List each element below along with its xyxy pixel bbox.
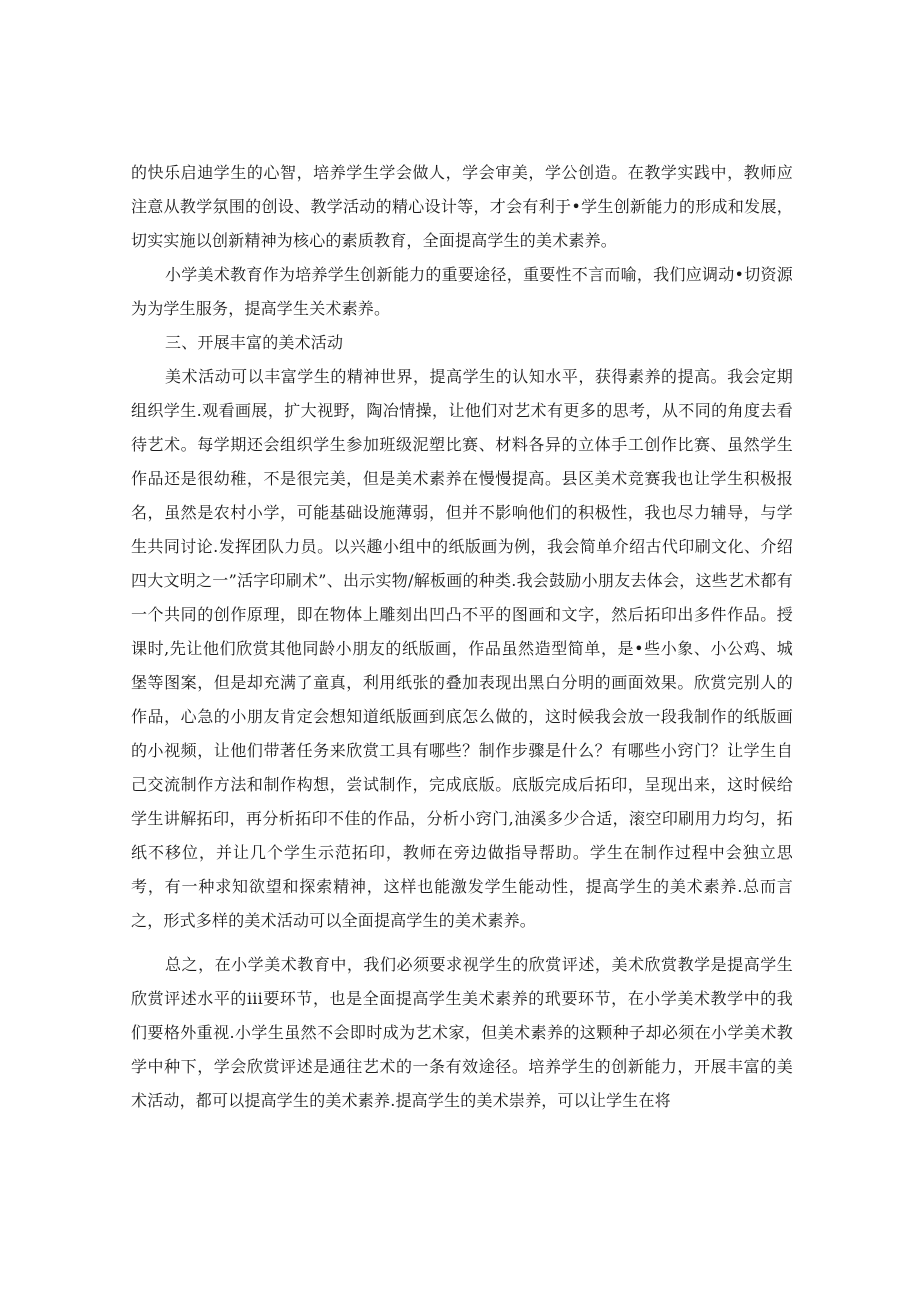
document-body bbox=[131, 156, 793, 1118]
section-heading: 三、开展丰富的美术活动 bbox=[165, 333, 344, 352]
paragraph-continuation: 的快乐启迪学生的心智，培养学生学会做人，学会审美，学公创造。在教学实践中，教师应注意从教学氛围的创设、教学活动的精心设计等，才会有利于•学生创新能力的形成和发展，切实实施以创新精神为核心的素质教育，全面提高学生的美术素养。 bbox=[131, 163, 793, 250]
paragraph-art-activities: 美术活动可以丰富学生的精神世界，提高学生的认知水平，获得素养的提高。我会定期组织学生.观看画展，扩大视野，陶冶情操，让他们对艺术有更多的思考，从不同的角度去看待艺术。每学期还会组织学生参加班级泥塑比赛、材料各异的立体手工创作比赛、虽然学生作品还是很幼稚，不是很完美，但是美术素养在慢慢提高。县区美术竞赛我也让学生积极报名，虽然是农村小学，可能基础设施薄弱，但并不影响他们的积极性，我也尽力辅导，与学生共同讨论.发挥团队力员。以兴趣小组中的纸版画为例，我会简单介绍古代印刷文化、介绍四大文明之一”活字印刷术”、出示实物/解板画的种类.我会鼓励小朋友去体会，这些艺术都有一个共同的创作原理，即在物体上雕刻出凹凸不平的图画和文字，然后拓印出多件作品。授课时,先让他们欣赏其他同龄小朋友的纸版画，作品虽然造型简单，是•些小象、小公鸡、城堡等图案，但是却充满了童真，利用纸张的叠加表现出黑白分明的画面效果。欣赏完别人的作品，心急的小朋友肯定会想知道纸版画到底怎么做的，这时候我会放一段我制作的纸版画的小视频，让他们带著任务来欣赏工具有哪些？制作步骤是什么？有哪些小窍门？让学生自己交流制作方法和制作构想，尝试制作，完成底版。底版完成后拓印，呈现出来，这时候给学生讲解拓印，再分析拓印不佳的作品，分析小窍门,油溪多少合适，滚空印刷用力均匀，拓纸不移位，并让几个学生示范拓印，教师在旁边做指导帮助。学生在制作过程中会独立思考，有一种求知欲望和探索精神，这样也能激发学生能动性，提高学生的美术素养.总而言之，形式多样的美术活动可以全面提高学生的美术素养。 bbox=[131, 367, 793, 930]
paragraph-summary: 小学美术教育作为培养学生创新能力的重要途径，重要性不言而喻，我们应调动•切资源为为学生服务，提高学生关术素养。 bbox=[131, 265, 793, 318]
paragraph-conclusion: 总之，在小学美术教育中，我们必须要求视学生的欣赏评述，美术欣赏教学是提高学生欣赏评述水平的iii要环节，也是全面提高学生美术素养的玳要环节，在小学美术教学中的我们要格外重视.小学生虽然不会即时成为艺术家，但美术素养的这颗种子却必须在小学美术教学中种下，学会欣赏评述是通往艺术的一条有效途径。培养学生的创新能力，开展丰富的美术活动，都可以提高学生的美术素养.提高学生的美术崇养，可以让学生在将 bbox=[131, 955, 793, 1110]
